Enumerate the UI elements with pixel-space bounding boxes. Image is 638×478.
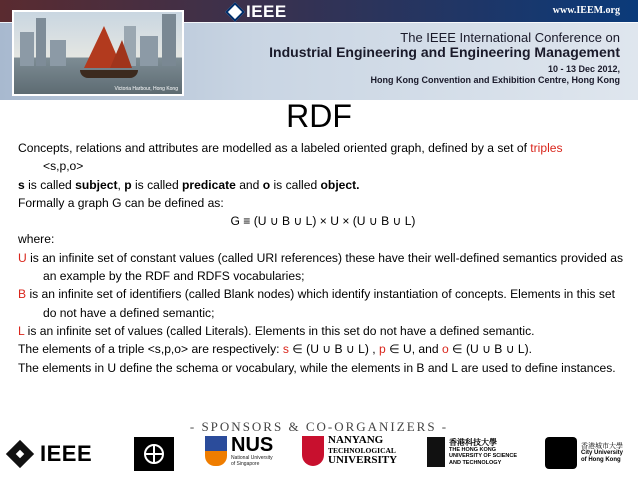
ieee-header-logo xyxy=(228,2,287,22)
nus-crest-icon xyxy=(205,436,227,466)
harbour-photo xyxy=(12,10,184,96)
paragraph-l-set: L is an infinite set of values (called Literals). Elements in this set do not have a defined semantic. xyxy=(18,323,535,338)
ieee-iems-logo xyxy=(134,437,174,471)
hkust-crest-icon xyxy=(427,437,445,467)
triples-term: triples xyxy=(530,141,563,155)
paragraph-formally: Formally a graph G can be defined as: xyxy=(18,195,224,210)
slide-title: RDF xyxy=(286,98,352,134)
slide-body xyxy=(18,139,628,377)
sponsors-logos xyxy=(0,435,638,475)
globe-icon xyxy=(144,444,164,464)
site-url: www.IEEM.org xyxy=(552,5,620,16)
junk-hull-icon xyxy=(80,70,138,78)
paragraph-roles: s is called subject, p is called predicate and o is called object. xyxy=(18,177,360,192)
conference-dates: 10 - 13 Dec 2012, xyxy=(547,64,620,74)
ieee-diamond-icon xyxy=(6,440,34,468)
paragraph-schema: The elements in U define the schema or vocabulary, while the elements in B and L are used to define instances. xyxy=(18,360,616,375)
paragraph-u-set: U is an infinite set of constant values (called URI references) these have their well-defined semantics provided as an example by the RDF and RDFS vocabularies; xyxy=(18,250,623,284)
ieee-logo: IEEE xyxy=(10,441,92,467)
paragraph-where: where: xyxy=(18,232,55,247)
conference-venue: Hong Kong Convention and Exhibition Centre, Hong Kong xyxy=(370,75,620,85)
ntu-crest-icon xyxy=(302,436,324,466)
conference-banner xyxy=(0,0,638,100)
ieee-diamond-icon xyxy=(225,2,245,22)
graph-formula: G ≡ (U ∪ B ∪ L) × U × (U ∪ B ∪ L) xyxy=(230,214,416,229)
nus-logo: NUS National University of Singapore xyxy=(205,435,273,467)
conference-line-1: The IEEE International Conference on xyxy=(400,30,620,45)
paragraph-triple-elements: The elements of a triple <s,p,o> are respectively: s ∈ (U ∪ B ∪ L) , p ∈ U, and o ∈ (U ∪ B ∪ L). xyxy=(18,342,533,357)
ntu-logo: NANYANG TECHNOLOGICAL UNIVERSITY xyxy=(302,435,397,466)
cityu-crest-icon xyxy=(545,437,577,469)
ieee-wordmark: IEEE xyxy=(246,2,287,21)
paragraph-definition: Concepts, relations and attributes are modelled as a labeled oriented graph, defined by a set of triples <s,p,o> xyxy=(18,141,563,174)
cityu-logo: 香港城市大學 City University of Hong Kong xyxy=(545,437,623,469)
photo-caption: Victoria Harbour, Hong Kong xyxy=(114,86,178,92)
paragraph-b-set: B is an infinite set of identifiers (called Blank nodes) which identify instantiation of concepts. Elements in this set do not have a defined semantic; xyxy=(18,287,615,320)
conference-name: Industrial Engineering and Engineering Management xyxy=(269,44,620,60)
sponsors-title: - SPONSORS & CO-ORGANIZERS - xyxy=(189,419,449,434)
hkust-logo: 香港科技大學 THE HONG KONG UNIVERSITY OF SCIENCE AND TECHNOLOGY xyxy=(427,437,517,467)
